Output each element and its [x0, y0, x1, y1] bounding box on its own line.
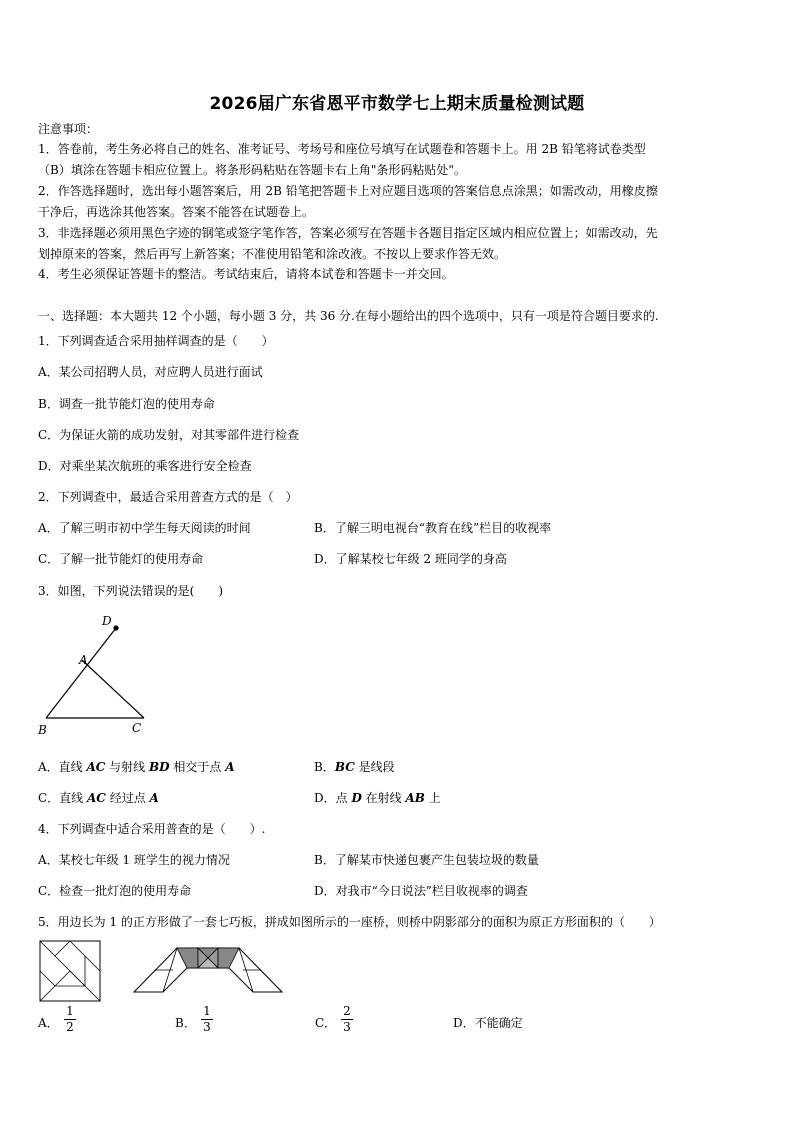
notice-line-7: 4．考生必须保证答题卡的整洁。考试结束后，请将本试卷和答题卡一并交回。	[38, 267, 454, 281]
q4-option-b: B．了解某市快递包裹产生包装垃圾的数量	[314, 853, 539, 867]
q3-b-text: B．	[314, 760, 335, 774]
q3-d-text: 在射线	[361, 791, 406, 805]
notice-line-5: 3．非选择题必须用黑色字迹的钢笔或签字笔作答，答案必须写在答题卡各题目指定区域内相应位置上；如需改动，先	[38, 226, 658, 240]
section-heading: 一、选择题：本大题共 12 个小题，每小题 3 分，共 36 分.在每小题给出的四个选项中，只有一项是符合题目要求的.	[38, 309, 659, 323]
q2-option-b: B．了解三明电视台“教育在线”栏目的收视率	[314, 521, 552, 535]
q5-stem: 5．用边长为 1 的正方形做了一套七巧板，拼成如图所示的一座桥，则桥中阴影部分的面积为原正方形面积的（ ）	[38, 915, 661, 929]
q4-stem: 4．下列调查中适合采用普查的是（ ）.	[38, 822, 266, 836]
q3-d-var: D	[351, 791, 362, 805]
q1-option-d: D．对乘坐某次航班的乘客进行安全检查	[38, 459, 252, 473]
label-d: D	[102, 614, 112, 628]
fraction-numerator: 2	[343, 1004, 351, 1018]
q3-b-var: BC	[334, 760, 355, 774]
q1-option-a: A．某公司招聘人员，对应聘人员进行面试	[38, 365, 263, 379]
q3-c-text: C．直线	[38, 791, 87, 805]
q5-option-b-fraction	[201, 1005, 213, 1034]
fraction-denominator: 3	[203, 1020, 211, 1034]
q3-d-var: AB	[405, 791, 425, 805]
q3-option-a	[38, 759, 235, 775]
q4-option-c: C．检查一批灯泡的使用寿命	[38, 884, 192, 898]
q3-d-text: 上	[424, 791, 441, 805]
q5-option-b-label: B．	[175, 1016, 196, 1030]
line-ac	[82, 660, 144, 718]
ray-bd	[46, 628, 116, 718]
q2-stem: 2．下列调查中，最适合采用普查方式的是（ ）	[38, 490, 298, 504]
q1-stem: 1．下列调查适合采用抽样调查的是（ ）	[38, 334, 274, 348]
point-d	[113, 625, 118, 630]
q3-c-text: 经过点	[105, 791, 150, 805]
q5-option-d: D．不能确定	[453, 1016, 523, 1030]
q3-a-text: A．直线	[38, 760, 87, 774]
notice-line-2: （B）填涂在答题卡相应位置上。将条形码粘贴在答题卡右上角"条形码粘贴处"。	[38, 163, 466, 177]
q5-option-a-label: A．	[38, 1016, 59, 1030]
notice-line-6: 划掉原来的答案，然后再写上新答案；不准使用铅笔和涂改液。不按以上要求作答无效。	[38, 247, 507, 261]
q3-a-var: AC	[86, 760, 106, 774]
q5-option-a-fraction	[64, 1005, 76, 1034]
page-title: 2026届广东省恩平市数学七上期末质量检测试题	[209, 94, 585, 114]
q2-option-a: A．了解三明市初中学生每天阅读的时间	[38, 521, 251, 535]
q3-a-var: A	[225, 760, 235, 774]
q3-figure	[34, 610, 164, 740]
q3-a-var: BD	[149, 760, 170, 774]
q2-option-c: C．了解一批节能灯的使用寿命	[38, 552, 204, 566]
q4-option-a: A．某校七年级 1 班学生的视力情况	[38, 853, 230, 867]
notice-heading: 注意事项：	[38, 122, 99, 136]
q4-option-d: D．对我市“今日说法”栏目收视率的调查	[314, 884, 528, 898]
q5-option-c-label: C．	[315, 1016, 337, 1030]
label-b: B	[38, 723, 47, 737]
q2-option-d: D．了解某校七年级 2 班同学的身高	[314, 552, 507, 566]
fraction-numerator: 1	[66, 1004, 74, 1018]
fraction-numerator: 1	[203, 1004, 211, 1018]
q3-option-c	[38, 790, 159, 806]
q5-option-c-fraction	[341, 1005, 353, 1034]
label-c: C	[132, 721, 142, 735]
q1-option-c: C．为保证火箭的成功发射，对其零部件进行检查	[38, 428, 300, 442]
q3-c-var: AC	[87, 791, 106, 805]
fraction-denominator: 3	[343, 1020, 351, 1034]
q3-option-b	[314, 759, 395, 775]
q3-c-var: A	[149, 791, 159, 805]
q1-option-b: B．调查一批节能灯泡的使用寿命	[38, 397, 215, 411]
notice-line-4: 干净后，再选涂其他答案。答案不能答在试题卷上。	[38, 205, 315, 219]
tangram-square-figure	[39, 940, 101, 1002]
tangram-bridge-figure	[133, 946, 283, 994]
fraction-denominator: 2	[66, 1020, 74, 1034]
notice-line-1: 1．答卷前，考生务必将自己的姓名、准考证号、考场号和座位号填写在试题卷和答题卡上。用 2B 铅笔将试卷类型	[38, 142, 646, 156]
q3-stem: 3．如图，下列说法错误的是( )	[38, 584, 223, 598]
q3-a-text: 与射线	[105, 760, 149, 774]
notice-line-3: 2．作答选择题时，选出每小题答案后，用 2B 铅笔把答题卡上对应题目选项的答案信息点涂黑；如需改动，用橡皮擦	[38, 184, 658, 198]
label-a: A	[79, 653, 88, 667]
q3-d-text: D．点	[314, 791, 352, 805]
q3-option-d	[314, 790, 441, 806]
q3-b-text: 是线段	[354, 760, 395, 774]
q3-a-text: 相交于点	[169, 760, 226, 774]
